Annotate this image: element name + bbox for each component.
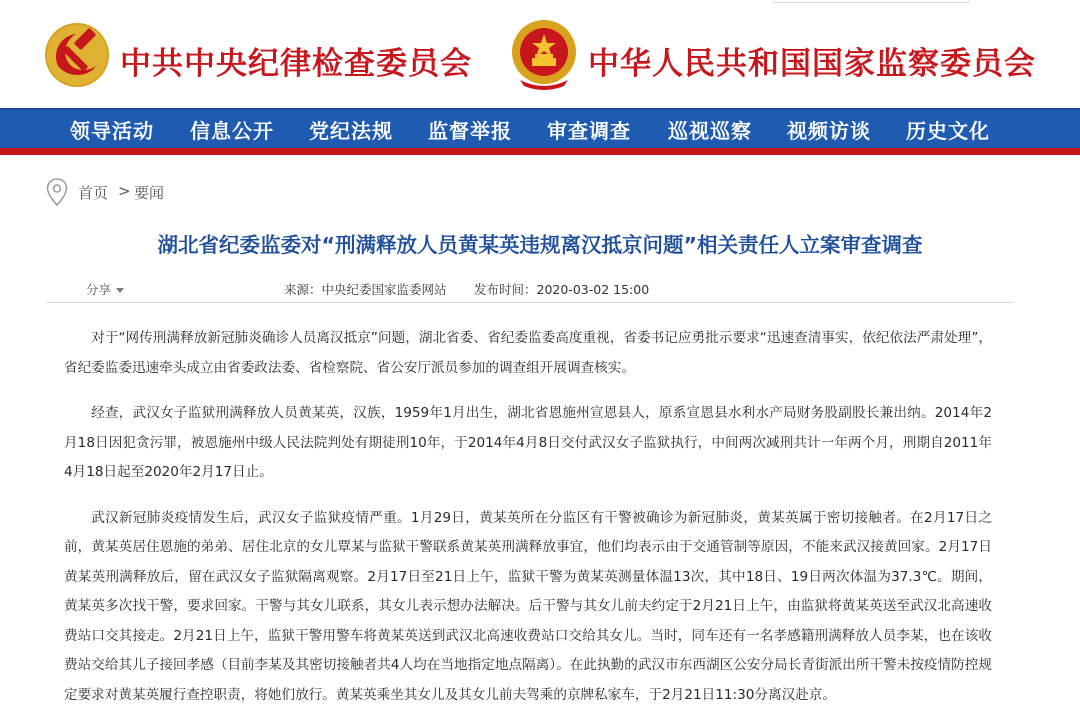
article-body xyxy=(64,324,992,726)
nav-item-video-interviews[interactable]: 视频访谈 xyxy=(787,119,871,143)
article-paragraph: 武汉新冠肺炎疫情发生后，武汉女子监狱疫情严重。1月29日，黄某英所在分监区有干警被确诊为新冠肺炎，黄某英属于密切接触者。在2月17日之前，黄某英居住恩施的弟弟、居住北京的女儿覃某与监狱干警联系黄某英刑满释放事宜，他们均表示由于交通管制等原因，不能来武汉接黄回家。2月17日黄某英刑满释放后，留在武汉女子监狱隔离观察。2月17日至21日上午，监狱干警为黄某英测量体温13次，其中18日、19日两次体温为37.3℃。期间，黄某英多次找干警，要求回家。干警与其女儿联系，其女儿表示想办法解决。后干警与其女儿前夫约定于2月21日上午，由监狱将黄某英送至武汉北高速收费站口交其接走。2月21日上午，监狱干警用警车将黄某英送到武汉北高速收费站口交给其女儿。当时，同车还有一名孝感籍刑满释放人员李某，也在该收费站交给其儿子接回孝感（目前李某及其密切接触者共4人均在当地指定地点隔离）。在此执勤的武汉市东西湖区公安分局长青街派出所干警未按疫情防控规定要求对黄某英履行查控职责，将她们放行。黄某英乘坐其女儿及其女儿前夫驾乘的京牌私家车，于2月21日11:30分离汉赴京。 xyxy=(64,509,992,703)
chevron-down-icon xyxy=(116,288,124,293)
breadcrumb-separator: > xyxy=(118,182,131,200)
nav-item-inspection[interactable]: 巡视巡察 xyxy=(668,119,752,143)
site-header xyxy=(0,0,1080,108)
share-label: 分享 xyxy=(86,282,112,297)
nav-bottom-stripe xyxy=(0,148,1080,155)
nav-item-info-disclosure[interactable]: 信息公开 xyxy=(190,119,274,143)
nav-item-report[interactable]: 监督举报 xyxy=(428,119,512,143)
breadcrumb-current-link[interactable]: 要闻 xyxy=(134,184,165,202)
breadcrumb-home-link[interactable]: 首页 xyxy=(78,184,109,202)
share-button[interactable] xyxy=(86,280,124,298)
article-meta xyxy=(46,276,1014,303)
supervision-commission-title[interactable]: 中华人民共和国国家监察委员会 xyxy=(588,46,1036,82)
nav-item-history-culture[interactable]: 历史文化 xyxy=(906,119,990,143)
location-pin-icon xyxy=(46,178,68,206)
cpc-commission-title[interactable]: 中共中央纪律检查委员会 xyxy=(120,46,472,82)
search-box[interactable] xyxy=(772,0,970,3)
article-source: 来源：中央纪委国家监委网站 xyxy=(284,282,447,297)
article-title: 湖北省纪委监委对“刑满释放人员黄某英违规离汉抵京问题”相关责任人立案审查调查 xyxy=(157,233,923,257)
main-nav xyxy=(0,108,1080,148)
nav-item-regulations[interactable]: 党纪法规 xyxy=(309,119,393,143)
nav-item-leadership[interactable]: 领导活动 xyxy=(70,119,154,143)
national-emblem-icon[interactable] xyxy=(510,18,578,90)
article-paragraph: 经查，武汉女子监狱刑满释放人员黄某英，汉族，1959年1月出生，湖北省恩施州宣恩县人，原系宣恩县水利水产局财务股副股长兼出纳。2014年2月18日因犯贪污罪，被恩施州中级人民法院判处有期徒刑10年，于2014年4月8日交付武汉女子监狱执行，中间两次减刑共计一年两个月，刑期自2011年4月18日起至2020年2月17日止。 xyxy=(64,405,992,480)
article-date: 发布时间：2020-03-02 15:00 xyxy=(474,282,650,297)
nav-item-investigation[interactable]: 审查调查 xyxy=(547,119,631,143)
party-emblem-icon[interactable] xyxy=(44,22,110,88)
article-paragraph: 对于“网传刑满释放新冠肺炎确诊人员离汉抵京”问题，湖北省委、省纪委监委高度重视，省委书记应勇批示要求“迅速查清事实，依纪依法严肃处理”，省纪委监委迅速牵头成立由省委政法委、省检察院、省公安厅派员参加的调查组开展调查核实。 xyxy=(64,330,992,376)
